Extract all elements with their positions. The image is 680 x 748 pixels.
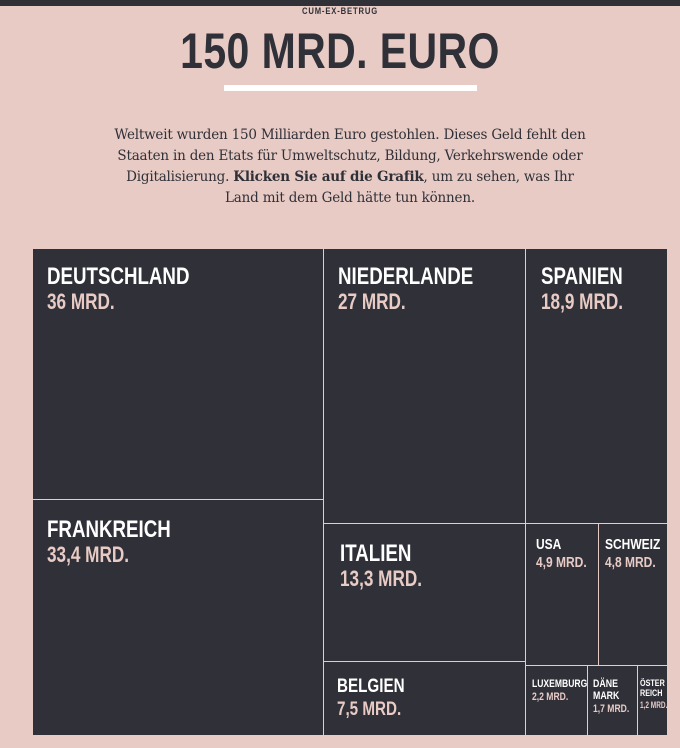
tile-name: SCHWEIZ xyxy=(605,536,661,553)
tile-name: ÖSTER REICH xyxy=(640,678,665,698)
tile-name: BELGIEN xyxy=(337,676,405,697)
tile-oesterreich[interactable] xyxy=(637,665,668,736)
tile-frankreich[interactable] xyxy=(32,499,324,736)
kicker: CUM-EX-BETRUG xyxy=(301,6,379,16)
page-title: 150 MRD. EURO xyxy=(180,23,500,79)
tile-name: ITALIEN xyxy=(340,540,412,567)
tile-name: DÄNE MARK xyxy=(593,678,620,702)
tile-value: 4,9 MRD. xyxy=(536,554,587,571)
tile-value: 1,7 MRD. xyxy=(593,703,630,715)
tile-name: DEUTSCHLAND xyxy=(47,263,190,290)
tile-belgien[interactable] xyxy=(323,661,526,736)
intro-text-part1: Weltweit wurden 150 Milliarden Euro gestohlen. Dieses Geld fehlt den Staaten in den Etats für Umweltschutz, Bildung, Verkehrswende oder Digitalisierung. xyxy=(114,127,586,185)
tile-usa[interactable] xyxy=(525,523,599,666)
tile-niederlande[interactable] xyxy=(323,248,526,524)
intro-text xyxy=(110,125,590,209)
tile-value: 36 MRD. xyxy=(47,289,115,314)
tile-name: FRANKREICH xyxy=(47,516,171,543)
tile-value: 33,4 MRD. xyxy=(47,542,130,567)
tile-value: 27 MRD. xyxy=(338,289,406,314)
tile-name: SPANIEN xyxy=(541,263,623,290)
tile-name: NIEDERLANDE xyxy=(338,263,474,290)
title-underline xyxy=(224,85,477,91)
tile-name: USA xyxy=(536,536,562,553)
tile-schweiz[interactable] xyxy=(598,523,668,666)
tile-name: LUXEMBURG xyxy=(532,678,588,690)
tile-italien[interactable] xyxy=(323,523,526,662)
tile-value: 18,9 MRD. xyxy=(541,289,624,314)
tile-value: 13,3 MRD. xyxy=(340,566,423,591)
tile-daenemark[interactable] xyxy=(587,665,638,736)
intro-text-emphasis: Klicken Sie auf die Grafik xyxy=(233,169,424,185)
treemap xyxy=(32,248,668,736)
tile-deutschland[interactable] xyxy=(32,248,324,500)
intro-text-part2: , um zu sehen, was Ihr Land mit dem Geld hätte tun können. xyxy=(225,169,574,206)
tile-value: 1,2 MRD. xyxy=(640,700,668,710)
tile-spanien[interactable] xyxy=(525,248,668,524)
tile-value: 2,2 MRD. xyxy=(532,691,569,703)
tile-value: 4,8 MRD. xyxy=(605,554,656,571)
tile-luxemburg[interactable] xyxy=(525,665,588,736)
tile-value: 7,5 MRD. xyxy=(337,699,402,720)
